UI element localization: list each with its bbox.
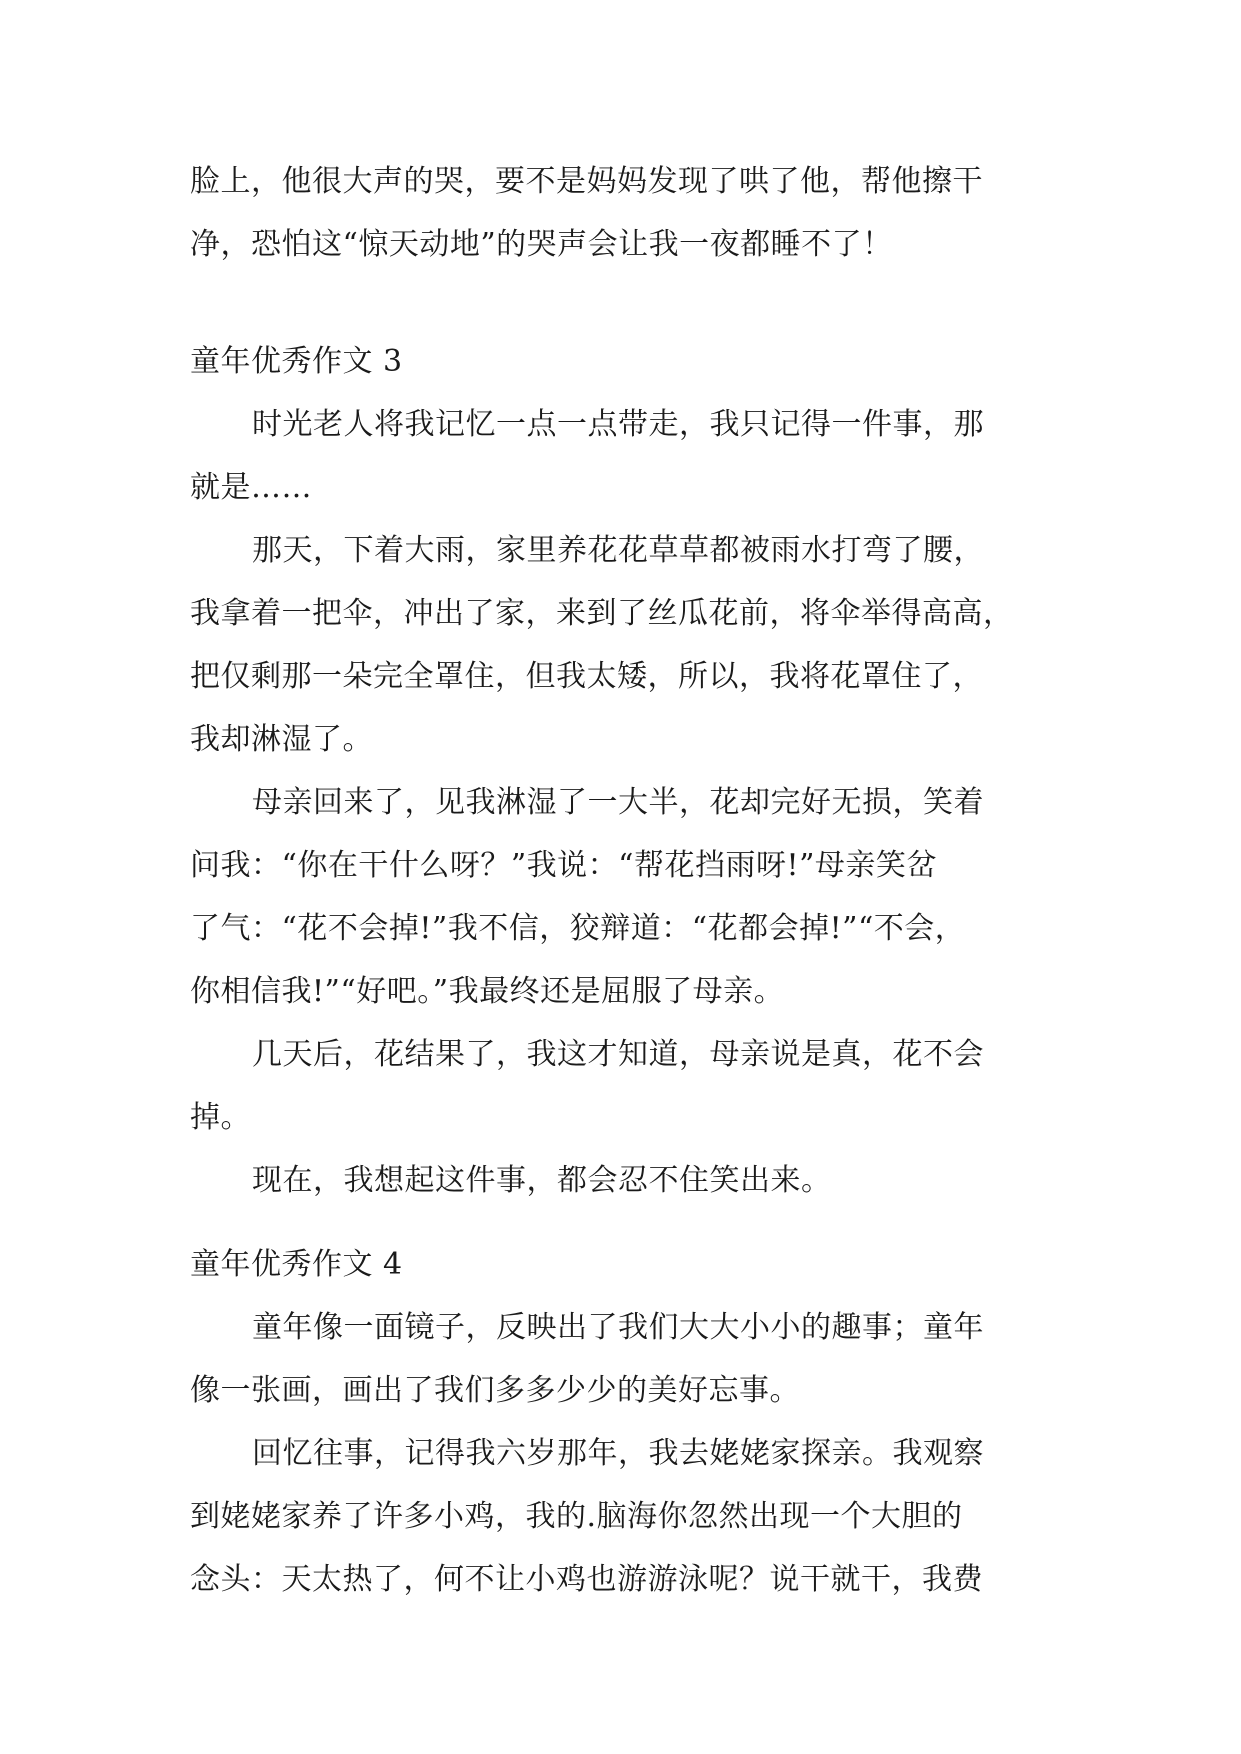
paragraph: [190, 1296, 984, 1422]
paragraph: [190, 771, 984, 1023]
text-line: 回忆往事，记得我六岁那年，我去姥姥家探亲。我观察: [252, 1436, 984, 1471]
paragraph: [190, 393, 984, 519]
text-line: 把仅剩那一朵完全罩住，但我太矮，所以，我将花罩住了，: [190, 659, 983, 694]
text-line: 念头：天太热了，何不让小鸡也游游泳呢？说干就干，我费: [190, 1562, 983, 1597]
text-line: 你相信我!”“好吧。”我最终还是屈服了母亲。: [190, 974, 785, 1009]
text-line: 童年像一面镜子，反映出了我们大大小小的趣事；童年: [252, 1310, 984, 1345]
text-line: 我拿着一把伞，冲出了家，来到了丝瓜花前，将伞举得高高，: [190, 596, 1014, 631]
section-heading: [190, 1233, 403, 1296]
text-line: 问我：“你在干什么呀？”我说：“帮花挡雨呀!”母亲笑岔: [190, 848, 937, 883]
text-line: 几天后，花结果了，我这才知道，母亲说是真，花不会: [252, 1037, 984, 1072]
paragraph: [190, 1149, 832, 1212]
text-line: 就是……: [190, 470, 312, 505]
text-line: 母亲回来了，见我淋湿了一大半，花却完好无损，笑着: [252, 785, 984, 820]
section-heading: [190, 330, 403, 393]
paragraph: [190, 150, 983, 276]
text-line: 脸上，他很大声的哭，要不是妈妈发现了哄了他，帮他擦干: [190, 164, 983, 199]
text-line: 时光老人将我记忆一点一点带走，我只记得一件事，那: [252, 407, 984, 442]
heading-text: 童年优秀作文 4: [190, 1247, 403, 1282]
text-line: 到姥姥家养了许多小鸡，我的.脑海你忽然出现一个大胆的: [190, 1499, 963, 1534]
paragraph: [190, 1023, 984, 1149]
text-line: 像一张画，画出了我们多多少少的美好忘事。: [190, 1373, 800, 1408]
text-line: 那天，下着大雨，家里养花花草草都被雨水打弯了腰，: [252, 533, 984, 568]
text-line: 我却淋湿了。: [190, 722, 373, 757]
text-line: 掉。: [190, 1100, 251, 1135]
paragraph: [190, 519, 1014, 771]
text-line: 净，恐怕这“惊天动地”的哭声会让我一夜都睡不了！: [190, 227, 893, 262]
paragraph: [190, 1422, 984, 1611]
heading-text: 童年优秀作文 3: [190, 344, 403, 379]
text-line: 现在，我想起这件事，都会忍不住笑出来。: [252, 1163, 832, 1198]
text-line: 了气：“花不会掉!”我不信，狡辩道：“花都会掉!”“不会，: [190, 911, 966, 946]
